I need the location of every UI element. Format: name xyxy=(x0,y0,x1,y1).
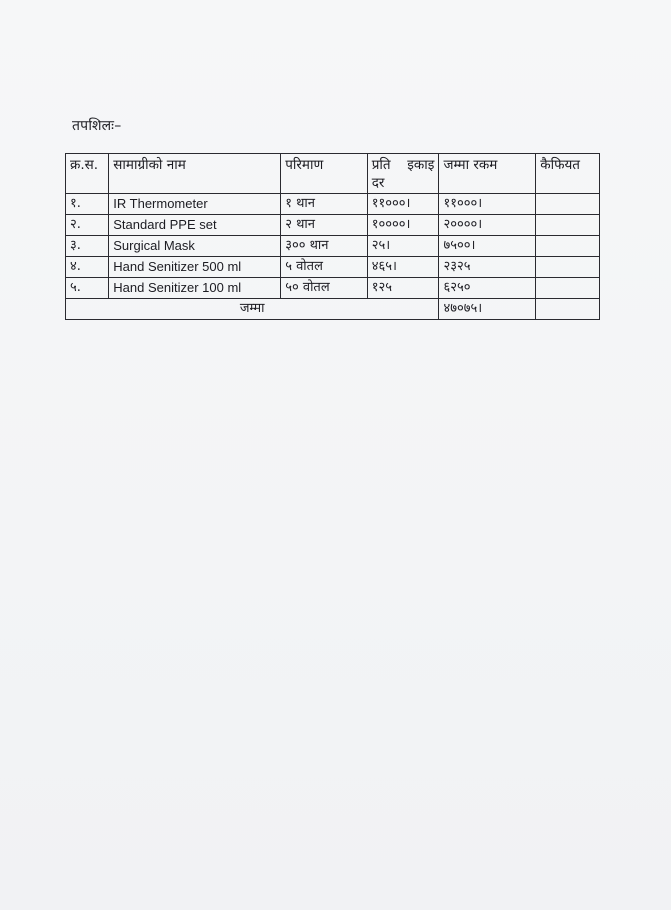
table-row xyxy=(66,215,600,236)
table-row xyxy=(66,194,600,215)
cell-unit-rate: १२५ xyxy=(367,278,439,299)
cell-quantity: ५ वोतल xyxy=(281,257,368,278)
cell-sn: ५. xyxy=(66,278,109,299)
cell-amount: २००००। xyxy=(439,215,536,236)
cell-remarks xyxy=(536,257,600,278)
cell-quantity: ३०० थान xyxy=(281,236,368,257)
cell-amount: ६२५० xyxy=(439,278,536,299)
total-remarks xyxy=(536,299,600,320)
cell-amount: २३२५ xyxy=(439,257,536,278)
cell-sn: १. xyxy=(66,194,109,215)
cell-sn: ३. xyxy=(66,236,109,257)
cell-remarks xyxy=(536,278,600,299)
table-row xyxy=(66,278,600,299)
table-header-row xyxy=(66,154,600,194)
cell-remarks xyxy=(536,194,600,215)
details-heading: तपशिलः– xyxy=(72,118,122,134)
cell-quantity: १ थान xyxy=(281,194,368,215)
cell-item-name: Standard PPE set xyxy=(109,215,281,236)
cell-item-name: Surgical Mask xyxy=(109,236,281,257)
cell-unit-rate: २५। xyxy=(367,236,439,257)
cell-remarks xyxy=(536,236,600,257)
total-row xyxy=(66,299,600,320)
cell-unit-rate: ११०००। xyxy=(367,194,439,215)
header-remarks: कैफियत xyxy=(536,154,600,194)
table-row xyxy=(66,257,600,278)
header-serial-number: क्र.स. xyxy=(66,154,109,194)
items-table xyxy=(65,153,600,320)
header-item-name: सामाग्रीको नाम xyxy=(109,154,281,194)
cell-sn: ४. xyxy=(66,257,109,278)
cell-sn: २. xyxy=(66,215,109,236)
table-row xyxy=(66,236,600,257)
cell-quantity: २ थान xyxy=(281,215,368,236)
cell-item-name: Hand Senitizer 500 ml xyxy=(109,257,281,278)
cell-amount: ७५००। xyxy=(439,236,536,257)
cell-item-name: IR Thermometer xyxy=(109,194,281,215)
cell-remarks xyxy=(536,215,600,236)
total-label: जम्मा xyxy=(66,299,439,320)
total-amount: ४७०७५। xyxy=(439,299,536,320)
header-quantity: परिमाण xyxy=(281,154,368,194)
cell-quantity: ५० वोतल xyxy=(281,278,368,299)
cell-unit-rate: ४६५। xyxy=(367,257,439,278)
header-unit-rate: प्रति इकाइ दर xyxy=(367,154,439,194)
cell-amount: ११०००। xyxy=(439,194,536,215)
header-amount: जम्मा रकम xyxy=(439,154,536,194)
cell-item-name: Hand Senitizer 100 ml xyxy=(109,278,281,299)
cell-unit-rate: १००००। xyxy=(367,215,439,236)
